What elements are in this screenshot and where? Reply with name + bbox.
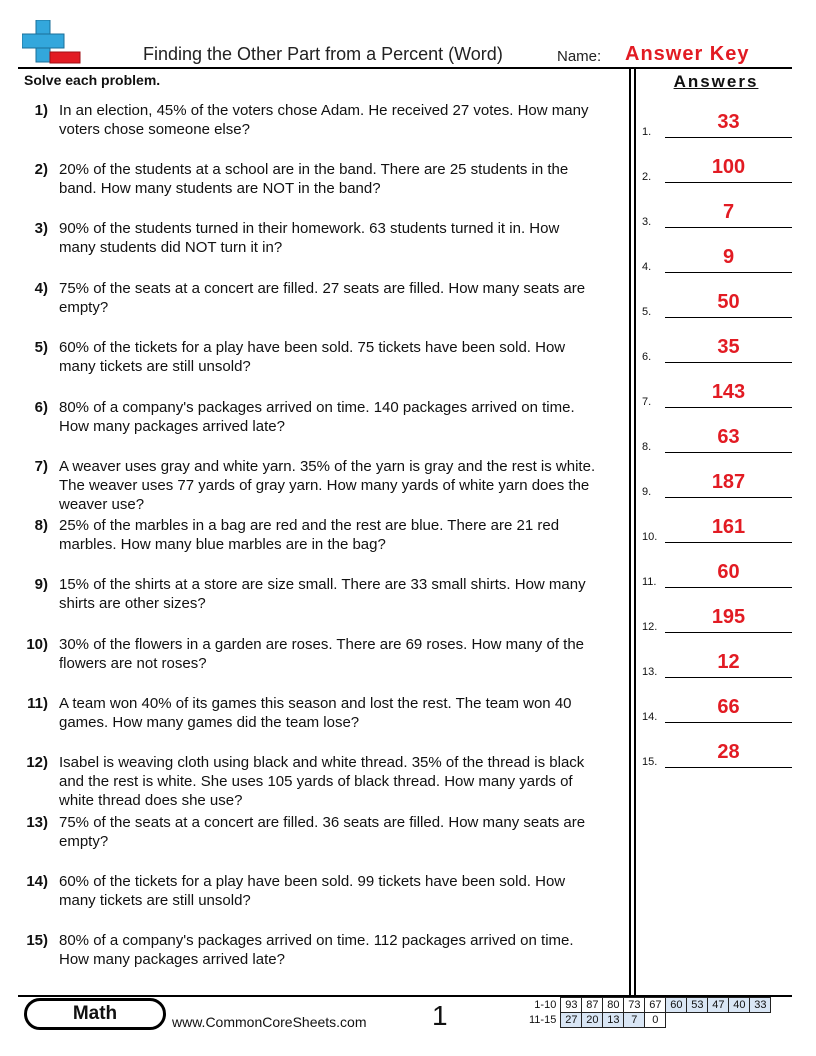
problem-item [24, 219, 628, 257]
answer-value: 100 [711, 156, 746, 178]
answer-label: 14. [642, 711, 658, 723]
problem-line: A weaver uses gray and white yarn. 35% of the yarn is gray and the rest is white. [59, 458, 596, 475]
problem-line: many tickets are still unsold? [59, 358, 251, 375]
problem-line: 60% of the tickets for a play have been sold. 75 tickets have been sold. How [59, 339, 566, 356]
answer-row [642, 243, 792, 273]
problem-line: 60% of the tickets for a play have been sold. 99 tickets have been sold. How [59, 873, 566, 890]
answer-value: 50 [717, 291, 740, 313]
score-row-label: 11-15 [529, 1014, 557, 1026]
problem-item [24, 279, 628, 317]
answer-label: 9. [642, 486, 652, 498]
problem-number: 14) [26, 873, 48, 890]
problem-item [24, 338, 628, 376]
score-cell: 80 [603, 998, 624, 1013]
problem-number: 1) [34, 102, 48, 119]
instructions: Solve each problem. [24, 72, 161, 88]
problem-line: 80% of a company's packages arrived on time. 140 packages arrived on time. [59, 399, 575, 416]
score-cell: 73 [624, 998, 645, 1013]
score-cell: 27 [561, 1013, 582, 1028]
answer-row [642, 738, 792, 768]
problem-text [59, 101, 628, 139]
score-cell: 20 [582, 1013, 603, 1028]
problem-number: 5) [34, 339, 48, 356]
problem-number: 7) [34, 458, 48, 475]
problem-number: 13) [26, 814, 48, 831]
problem-item [24, 575, 628, 613]
problem-line: 90% of the students turned in their homework. 63 students turned it in. How [59, 220, 560, 237]
answer-label: 15. [642, 756, 658, 768]
score-cell: 0 [645, 1013, 666, 1028]
answer-line [665, 677, 792, 678]
problem-line: The weaver uses 77 yards of gray yarn. How many yards of white yarn does the [59, 477, 590, 494]
answer-row [642, 198, 792, 228]
problem-line: 75% of the seats at a concert are filled. 27 seats are filled. How many seats are [59, 280, 586, 297]
score-cell: 93 [561, 998, 582, 1013]
problem-item [24, 457, 628, 514]
answer-row [642, 288, 792, 318]
answer-line [665, 587, 792, 588]
problem-text [59, 516, 628, 554]
problem-line: band. How many students are NOT in the band? [59, 180, 381, 197]
answer-label: 10. [642, 531, 658, 543]
answer-label: 2. [642, 171, 652, 183]
answers-heading: Answers [673, 72, 759, 91]
problem-line: weaver use? [59, 496, 145, 513]
answer-value: 161 [711, 516, 746, 538]
answer-label: 7. [642, 396, 652, 408]
answer-value: 195 [711, 606, 746, 628]
column-divider-left [629, 69, 631, 995]
problem-number: 10) [26, 636, 48, 653]
answer-value: 143 [711, 381, 746, 403]
answer-row [642, 648, 792, 678]
answer-key-label: Answer Key [625, 43, 750, 65]
answer-value: 7 [722, 201, 735, 223]
answer-line [665, 227, 792, 228]
problem-line: shirts are other sizes? [59, 595, 206, 612]
problem-item [24, 753, 628, 810]
answer-value: 63 [717, 426, 740, 448]
problem-item [24, 813, 628, 851]
answer-label: 6. [642, 351, 652, 363]
problem-number: 15) [26, 932, 48, 949]
answer-line [665, 632, 792, 633]
problem-item [24, 694, 628, 732]
problem-line: 25% of the marbles in a bag are red and the rest are blue. There are 21 red [59, 517, 560, 534]
problem-text [59, 694, 628, 732]
problem-item [24, 160, 628, 198]
answer-row [642, 333, 792, 363]
problem-line: many tickets are still unsold? [59, 892, 251, 909]
answer-value: 28 [717, 741, 740, 763]
top-divider [18, 67, 792, 69]
problem-line: 75% of the seats at a concert are filled. 36 seats are filled. How many seats are [59, 814, 586, 831]
problem-line: voters chose someone else? [59, 121, 250, 138]
answer-row [642, 558, 792, 588]
problem-text [59, 635, 628, 673]
problem-item [24, 872, 628, 910]
problem-line: 80% of a company's packages arrived on time. 112 packages arrived on time. [59, 932, 574, 949]
problem-text [59, 160, 628, 198]
answer-label: 11. [642, 576, 657, 588]
problem-text [59, 575, 628, 613]
problem-text [59, 219, 628, 257]
score-cell: 47 [708, 998, 729, 1013]
name-label: Name: [557, 48, 602, 65]
answer-label: 8. [642, 441, 652, 453]
problem-line: How many packages arrived late? [59, 418, 285, 435]
problem-line: 20% of the students at a school are in the band. There are 25 students in the [59, 161, 569, 178]
answer-value: 35 [717, 336, 740, 358]
problem-line: In an election, 45% of the voters chose Adam. He received 27 votes. How many [59, 102, 589, 119]
score-cell: 33 [750, 998, 771, 1013]
problem-text [59, 338, 628, 376]
score-row [526, 1013, 771, 1028]
problem-line: empty? [59, 299, 109, 316]
problem-number: 6) [34, 399, 48, 416]
problem-number: 8) [34, 517, 48, 534]
problem-line: games. How many games did the team lose? [59, 714, 360, 731]
score-cell: 87 [582, 998, 603, 1013]
problem-number: 11) [27, 695, 48, 712]
problem-text [59, 398, 628, 436]
problem-line: empty? [59, 833, 109, 850]
problem-line: white thread does she use? [59, 792, 243, 809]
answer-value: 60 [717, 561, 740, 583]
problem-line: 15% of the shirts at a store are size small. There are 33 small shirts. How many [59, 576, 586, 593]
answer-line [665, 137, 792, 138]
answer-row [642, 423, 792, 453]
answer-label: 5. [642, 306, 652, 318]
problem-line: and the rest is white. She uses 105 yards of black thread. How many yards of [59, 773, 573, 790]
answer-row [642, 378, 792, 408]
problem-item [24, 931, 628, 969]
answer-label: 13. [642, 666, 658, 678]
problem-text [59, 279, 628, 317]
answer-line [665, 362, 792, 363]
problem-line: many students did NOT turn it in? [59, 239, 283, 256]
score-row [526, 998, 771, 1013]
column-divider-right [634, 69, 636, 995]
problem-text [59, 931, 628, 969]
score-cell: 13 [603, 1013, 624, 1028]
answer-line [665, 452, 792, 453]
score-cell: 53 [687, 998, 708, 1013]
answer-label: 1. [642, 126, 652, 138]
answer-row [642, 468, 792, 498]
answer-line [665, 542, 792, 543]
answer-value: 66 [717, 696, 740, 718]
answer-line [665, 497, 792, 498]
answer-row [642, 603, 792, 633]
answer-row [642, 693, 792, 723]
problem-text [59, 457, 628, 514]
answer-line [665, 317, 792, 318]
problem-line: flowers are not roses? [59, 655, 207, 672]
answer-line [665, 272, 792, 273]
answer-line [665, 722, 792, 723]
score-cell: 60 [666, 998, 687, 1013]
site-url: www.CommonCoreSheets.com [172, 1014, 367, 1030]
problem-number: 9) [34, 576, 48, 593]
problem-text [59, 813, 628, 851]
answer-line [665, 182, 792, 183]
problem-line: How many packages arrived late? [59, 951, 285, 968]
page-number: 1 [432, 1000, 448, 1031]
answer-value: 9 [722, 246, 735, 268]
answer-row [642, 513, 792, 543]
answer-line [665, 767, 792, 768]
problem-number: 12) [26, 754, 48, 771]
problem-text [59, 872, 628, 910]
score-table [526, 997, 771, 1028]
answer-label: 3. [642, 216, 652, 228]
answer-value: 12 [717, 651, 740, 673]
problem-number: 4) [34, 280, 48, 297]
problem-item [24, 635, 628, 673]
subject-badge: Math [24, 998, 166, 1030]
answer-row [642, 108, 792, 138]
score-cell: 7 [624, 1013, 645, 1028]
problem-number: 3) [34, 220, 48, 237]
problem-line: marbles. How many blue marbles are in the bag? [59, 536, 386, 553]
problem-item [24, 101, 628, 139]
answer-label: 4. [642, 261, 652, 273]
problem-line: 30% of the flowers in a garden are roses. There are 69 roses. How many of the [59, 636, 584, 653]
problem-item [24, 398, 628, 436]
answer-label: 12. [642, 621, 658, 633]
problem-line: Isabel is weaving cloth using black and white thread. 35% of the thread is black [59, 754, 585, 771]
answer-value: 187 [711, 471, 746, 493]
problem-line: A team won 40% of its games this season and lost the rest. The team won 40 [59, 695, 572, 712]
problem-text [59, 753, 628, 810]
answer-row [642, 153, 792, 183]
answer-value: 33 [717, 111, 740, 133]
problem-item [24, 516, 628, 554]
answer-line [665, 407, 792, 408]
score-cell: 67 [645, 998, 666, 1013]
score-row-label: 1-10 [534, 999, 557, 1011]
problem-number: 2) [34, 161, 48, 178]
plus-minus-logo-icon [22, 20, 82, 66]
page-title: Finding the Other Part from a Percent (Word) [143, 44, 503, 64]
score-cell: 40 [729, 998, 750, 1013]
